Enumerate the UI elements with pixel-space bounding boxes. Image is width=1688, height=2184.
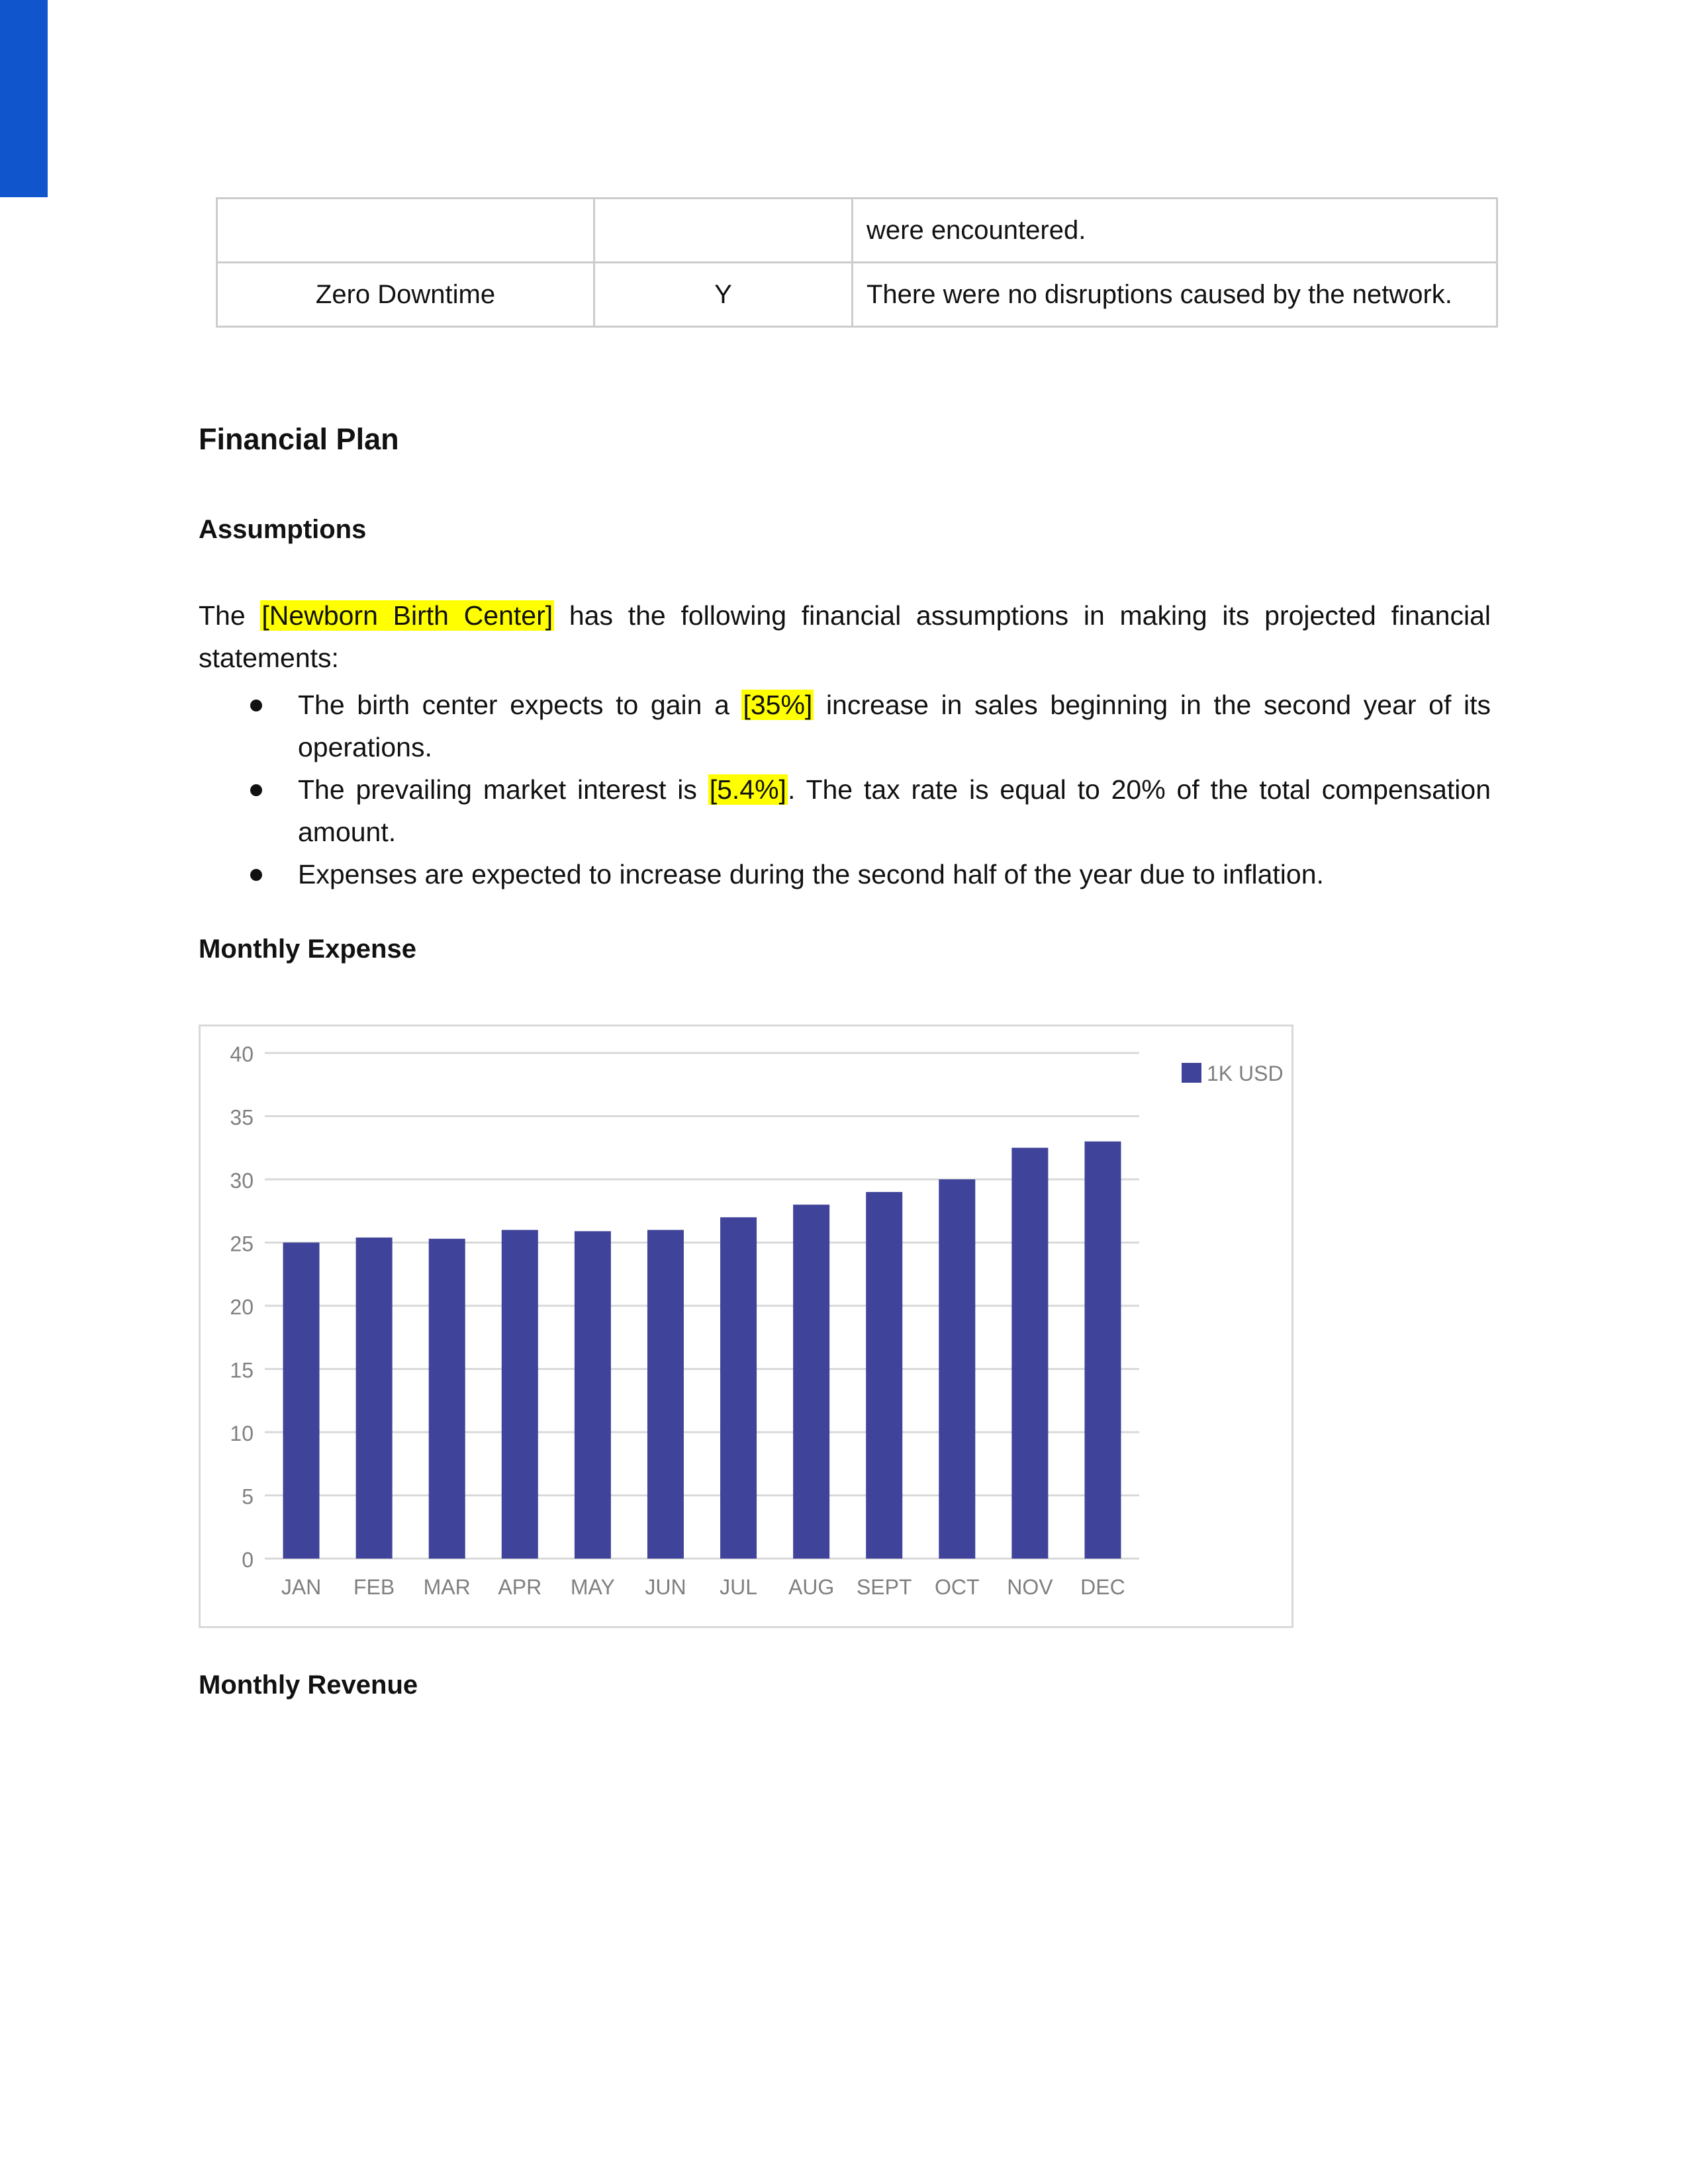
bullet-text: Expenses are expected to increase during the second half of the year due to inflation.	[298, 859, 1324, 889]
x-tick-label: DEC	[1080, 1575, 1125, 1599]
y-tick-label: 15	[230, 1358, 254, 1383]
section-title-monthly-expense: Monthly Expense	[199, 934, 416, 964]
bar-sept	[866, 1192, 902, 1559]
x-tick-label: JAN	[281, 1575, 322, 1599]
company-name-highlight: [Newborn Birth Center]	[261, 600, 553, 631]
x-tick-label: MAR	[423, 1575, 471, 1599]
assumptions-list	[199, 684, 1491, 895]
accent-bar	[0, 0, 48, 197]
y-tick-label: 40	[230, 1042, 254, 1066]
value-highlight: [35%]	[743, 690, 813, 720]
y-tick-label: 10	[230, 1422, 254, 1445]
list-item	[199, 853, 1491, 895]
bullet-icon	[250, 784, 262, 796]
bar-oct	[939, 1179, 975, 1559]
table-cell	[217, 199, 594, 263]
legend-label: 1K USD	[1207, 1062, 1284, 1085]
assumptions-intro	[199, 594, 1491, 679]
bullet-icon	[250, 700, 262, 711]
bar-jun	[647, 1230, 684, 1559]
bullet-text: . The tax rate is equal to 20% of the total compensation amount.	[298, 774, 1491, 847]
section-title-monthly-revenue: Monthly Revenue	[199, 1670, 418, 1700]
x-tick-label: OCT	[935, 1575, 980, 1599]
x-tick-label: MAY	[570, 1575, 615, 1599]
x-tick-label: APR	[498, 1575, 542, 1599]
bar-aug	[793, 1205, 829, 1559]
table-row	[217, 199, 1497, 263]
bar-may	[575, 1231, 611, 1559]
y-tick-label: 5	[242, 1484, 254, 1509]
bullet-text: The birth center expects to gain a	[298, 690, 742, 720]
value-highlight: [5.4%]	[709, 774, 786, 805]
monthly-expense-chart	[199, 1024, 1293, 1628]
x-tick-label: JUL	[720, 1575, 757, 1599]
y-tick-label: 30	[230, 1169, 254, 1193]
y-tick-label: 35	[230, 1105, 254, 1130]
x-tick-label: JUN	[645, 1575, 686, 1599]
y-tick-label: 20	[230, 1295, 254, 1319]
list-item	[199, 684, 1491, 768]
bar-jan	[283, 1243, 320, 1559]
bar-nov	[1011, 1148, 1048, 1559]
bar-chart-svg	[201, 1026, 1295, 1630]
status-table	[216, 197, 1498, 328]
section-title-assumptions: Assumptions	[199, 515, 367, 544]
y-tick-label: 0	[242, 1548, 254, 1572]
section-title-financial-plan: Financial Plan	[199, 422, 399, 456]
x-tick-label: FEB	[353, 1575, 395, 1599]
bullet-text: increase in sales beginning in the second year of its operations.	[298, 690, 1491, 762]
x-tick-label: NOV	[1007, 1575, 1053, 1599]
bar-apr	[502, 1230, 538, 1559]
bar-mar	[429, 1239, 465, 1559]
bullet-icon	[250, 869, 262, 881]
bar-jul	[720, 1217, 757, 1559]
table-cell	[594, 199, 853, 263]
list-item	[199, 768, 1491, 853]
table-cell: were encountered.	[853, 199, 1497, 263]
table-cell: Zero Downtime	[217, 263, 594, 327]
x-tick-label: AUG	[788, 1575, 835, 1599]
bar-feb	[356, 1238, 393, 1559]
intro-text: has the following financial assumptions in making its projected financial statements:	[199, 600, 1491, 673]
intro-text: The	[199, 600, 261, 631]
x-tick-label: SEPT	[856, 1575, 912, 1599]
y-tick-label: 25	[230, 1232, 254, 1256]
legend-swatch	[1182, 1063, 1201, 1083]
table-cell: Y	[594, 263, 853, 327]
bar-dec	[1084, 1142, 1121, 1559]
bullet-text: The prevailing market interest is	[298, 774, 708, 805]
table-row	[217, 263, 1497, 327]
table-cell: There were no disruptions caused by the network.	[853, 263, 1497, 327]
